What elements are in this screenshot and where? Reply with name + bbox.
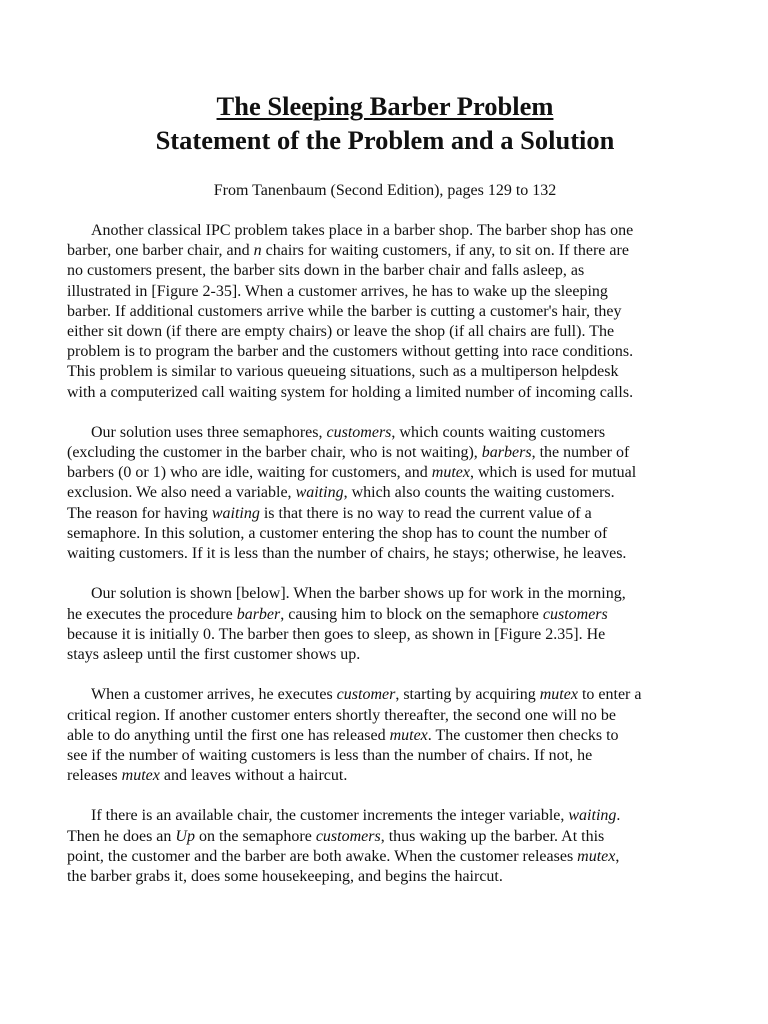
text-run: illustrated in [Figure 2-35]. When a customer arrives, he has to wake up the sleeping [67, 282, 608, 300]
document-page [67, 90, 703, 887]
text-line [67, 544, 703, 564]
text-line [67, 524, 703, 544]
text-run: critical region. If another customer enters shortly thereafter, the second one will no be [67, 706, 616, 724]
paragraph-gap [67, 403, 703, 423]
text-line [67, 463, 703, 483]
text-line [67, 827, 703, 847]
text-run: stays asleep until the first customer shows up. [67, 645, 361, 663]
italic-term: n [253, 242, 262, 260]
text-line [67, 483, 703, 503]
document-title: The Sleeping Barber Problem [216, 91, 554, 121]
document-subtitle: Statement of the Problem and a Solution [155, 125, 615, 155]
text-line [67, 685, 703, 705]
text-run: and leaves without a haircut. [159, 767, 348, 785]
paragraph [67, 423, 703, 564]
text-line [67, 282, 703, 302]
text-line [67, 766, 703, 786]
text-run: point, the customer and the barber are both awake. When the customer releases [67, 847, 578, 865]
text-run: able to do anything until the first one has released [67, 726, 390, 744]
text-line [67, 342, 703, 362]
text-line [67, 423, 703, 443]
italic-term: waiting [211, 504, 260, 522]
text-line [67, 605, 703, 625]
text-run: see if the number of waiting customers is less than the number of chairs. If not, he [67, 746, 593, 764]
text-run: barbers (0 or 1) who are idle, waiting for customers, and [67, 464, 432, 482]
text-run: (excluding the customer in the barber chair, who is not waiting), [67, 444, 482, 462]
text-run: , [615, 847, 620, 865]
text-run: , causing him to block on the semaphore [280, 605, 543, 623]
paragraph [67, 806, 703, 887]
text-run: the barber grabs it, does some housekeeping, and begins the haircut. [67, 868, 503, 885]
text-line [67, 867, 703, 887]
text-line [67, 302, 703, 322]
text-run: . [616, 807, 621, 825]
italic-term: mutex [539, 686, 578, 704]
text-run: Another classical IPC problem takes place in a barber shop. The barber shop has one [91, 222, 634, 239]
italic-term: waiting [295, 484, 344, 502]
text-run: barber, one barber chair, and [67, 242, 254, 260]
text-run: . The customer then checks to [427, 726, 619, 744]
text-run: This problem is similar to various queueing situations, such as a multiperson helpdesk [67, 363, 619, 381]
text-line [67, 504, 703, 524]
text-run: If there is an available chair, the customer increments the integer variable, [91, 807, 569, 825]
italic-term: mutex [577, 847, 616, 865]
italic-term: Up [175, 827, 195, 845]
body-text [67, 221, 703, 887]
text-run: , thus waking up the barber. At this [380, 827, 605, 845]
text-run: , which also counts the waiting customers. [343, 484, 615, 502]
text-line [67, 383, 703, 403]
text-line [67, 584, 703, 604]
text-run: with a computerized call waiting system for holding a limited number of incoming calls. [67, 383, 634, 401]
italic-term: customers [326, 423, 392, 441]
text-run: barber. If additional customers arrive while the barber is cutting a customer's hair, they [67, 302, 622, 320]
text-line [67, 322, 703, 342]
paragraph-gap [67, 786, 703, 806]
text-run: chairs for waiting customers, if any, to sit on. If there are [261, 242, 629, 260]
text-run: Our solution is shown [below]. When the barber shows up for work in the morning, [91, 585, 626, 603]
paragraph-gap [67, 665, 703, 685]
text-run: When a customer arrives, he executes [91, 686, 337, 704]
text-run: releases [67, 767, 122, 785]
text-run: because it is initially 0. The barber then goes to sleep, as shown in [Figure 2.35]. He [67, 625, 606, 643]
paragraph [67, 221, 703, 403]
text-line [67, 625, 703, 645]
italic-term: customers [542, 605, 608, 623]
text-line [67, 261, 703, 281]
text-run: , which counts waiting customers [391, 423, 606, 441]
italic-term: customer [336, 686, 396, 704]
text-run: The reason for having [67, 504, 212, 522]
italic-term: mutex [121, 767, 160, 785]
text-line [67, 746, 703, 766]
text-run: , which is used for mutual [469, 464, 637, 482]
italic-term: barber [236, 605, 281, 623]
text-run: is that there is no way to read the current value of a [259, 504, 592, 522]
text-line [67, 847, 703, 867]
text-run: semaphore. In this solution, a customer entering the shop has to count the number of [67, 524, 608, 542]
text-line [67, 726, 703, 746]
text-run: Our solution uses three semaphores, [91, 423, 327, 441]
text-line [67, 362, 703, 382]
italic-term: mutex [389, 726, 428, 744]
text-run: no customers present, the barber sits down in the barber chair and falls asleep, as [67, 262, 585, 280]
text-run: to enter a [577, 686, 642, 704]
text-line [67, 221, 703, 241]
text-run: either sit down (if there are empty chairs) or leave the shop (if all chairs are full). The [67, 322, 615, 340]
text-line [67, 806, 703, 826]
text-run: waiting customers. If it is less than the number of chairs, he stays; otherwise, he leaves. [67, 545, 627, 562]
text-run: , starting by acquiring [395, 686, 540, 704]
text-line [67, 443, 703, 463]
paragraph [67, 685, 703, 786]
paragraph [67, 584, 703, 665]
text-line [67, 241, 703, 261]
text-run: he executes the procedure [67, 605, 237, 623]
italic-term: mutex [431, 464, 470, 482]
text-run: , the number of [531, 444, 630, 462]
text-line [67, 645, 703, 665]
text-run: on the semaphore [194, 827, 316, 845]
italic-term: waiting [568, 807, 617, 825]
text-run: exclusion. We also need a variable, [67, 484, 296, 502]
text-line [67, 706, 703, 726]
paragraph-gap [67, 564, 703, 584]
source-citation: From Tanenbaum (Second Edition), pages 129 to 132 [213, 182, 557, 199]
text-run: problem is to program the barber and the customers without getting into race conditions. [67, 343, 634, 361]
italic-term: barbers [481, 444, 532, 462]
italic-term: customers [315, 827, 381, 845]
text-run: Then he does an [67, 827, 176, 845]
